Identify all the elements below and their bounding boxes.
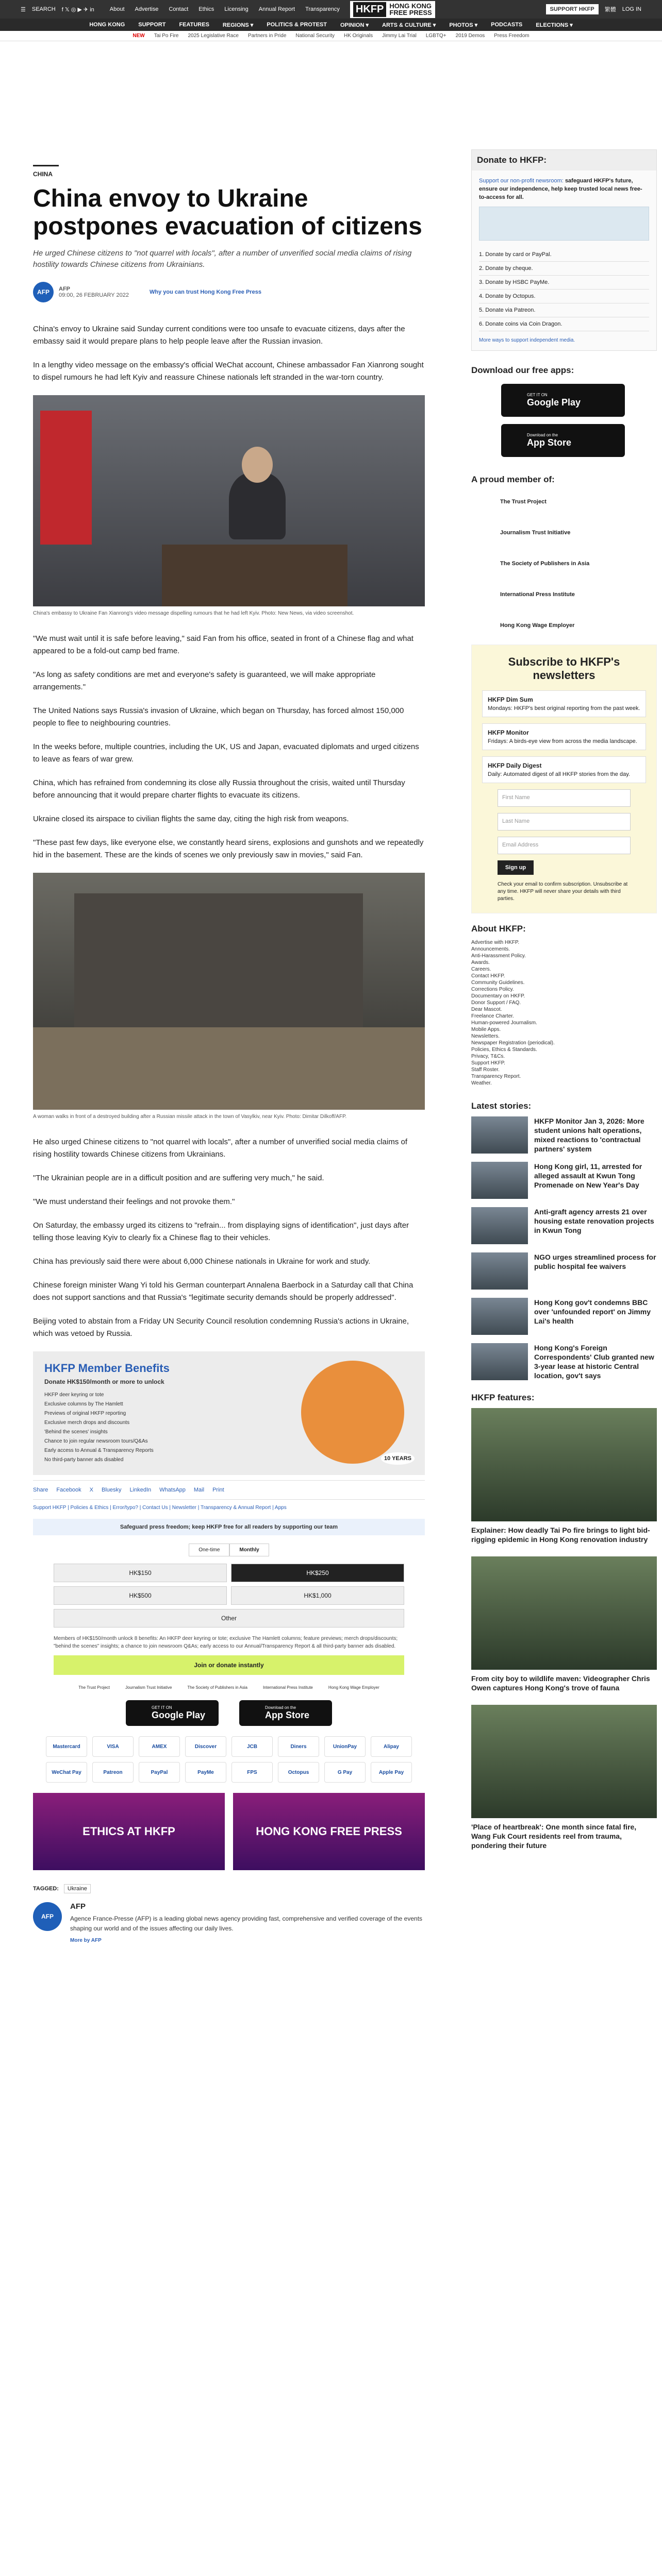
nav-item[interactable]: FEATURES xyxy=(179,22,209,28)
story-thumbnail[interactable] xyxy=(471,1298,528,1335)
trending-item[interactable]: Press Freedom xyxy=(494,33,529,39)
ten-years-badge: 10 YEARS xyxy=(381,1452,415,1465)
top-link[interactable]: Licensing xyxy=(224,6,249,12)
last-name-field[interactable]: Last Name xyxy=(498,813,631,831)
signup-button[interactable]: Sign up xyxy=(498,860,534,875)
newsletter-name: HKFP Dim Sum xyxy=(488,696,533,703)
trending-item[interactable]: Tai Po Fire xyxy=(154,33,179,39)
nav-item[interactable]: ARTS & CULTURE ▾ xyxy=(382,22,436,28)
newsletter-name: HKFP Daily Digest xyxy=(488,762,542,769)
author-bio: Agence France-Presse (AFP) is a leading global news agency providing fast, comprehensive and verified coverage of the events shaping our world and of the issues affecting our daily lives. xyxy=(70,1915,423,1932)
latest-story-title[interactable]: Hong Kong's Foreign Correspondents' Club granted new 3-year lease at historic Central location, gov't says xyxy=(534,1344,654,1380)
menu-icon[interactable]: ☰ xyxy=(21,6,26,13)
payment-logo: Discover xyxy=(185,1736,226,1757)
search-link[interactable]: SEARCH xyxy=(31,6,56,12)
payment-logo: Octopus xyxy=(278,1762,319,1783)
deer-mascot xyxy=(301,1361,404,1464)
member-note: Members of HK$150/month unlock 8 benefits: An HKFP deer keyring or tote; exclusive The Hamlett columns; feature previews; merch drops/discounts; "behind the scenes" insights; a chance to join newsroom Q&As; early access to our Annual/Transparency Report & all third-party banner ads disabled. xyxy=(54,1636,398,1649)
join-button[interactable]: Join or donate instantly xyxy=(54,1655,404,1675)
about-link[interactable]: Awards. xyxy=(471,960,490,965)
sidebar-member-logo: International Press Institute xyxy=(500,591,575,598)
newsletter-option[interactable] xyxy=(482,723,646,750)
photo-caption: China's embassy to Ukraine Fan Xianrong's video message dispelling rumours that he had left Kyiv. Photo: New News, via video screenshot. xyxy=(33,611,354,616)
author-name[interactable]: AFP xyxy=(59,286,70,292)
latest-story[interactable] xyxy=(471,1116,657,1154)
top-link[interactable]: About xyxy=(109,6,125,12)
story-thumbnail[interactable] xyxy=(471,1162,528,1199)
tags xyxy=(33,1886,425,1892)
about-link[interactable]: Anti-Harassment Policy. xyxy=(471,953,526,959)
about-link[interactable]: Policies, Ethics & Standards. xyxy=(471,1047,537,1053)
about-link[interactable]: Announcements. xyxy=(471,946,510,952)
top-link[interactable]: Advertise xyxy=(135,6,159,12)
membership-title: HKFP Member Benefits xyxy=(44,1362,170,1375)
paragraph: "The Ukrainian people are in a difficult position and are suffering very much," he said. xyxy=(33,1174,324,1182)
paragraph: "We must understand their feelings and not provoke them." xyxy=(33,1197,235,1206)
article-photo-destroyed-building xyxy=(33,873,425,1110)
new-badge: NEW xyxy=(133,33,145,39)
first-name-field[interactable]: First Name xyxy=(498,789,631,807)
nav-item[interactable]: PHOTOS ▾ xyxy=(449,22,478,28)
article xyxy=(33,165,425,1943)
top-link[interactable]: Annual Report xyxy=(258,6,295,12)
login-link[interactable]: LOG IN xyxy=(622,6,641,12)
feature-title[interactable]: 'Place of heartbreak': One month since fatal fire, Wang Fuk Court residents reel from trauma, pondering their future xyxy=(471,1823,637,1850)
nav-item[interactable]: POLITICS & PROTEST xyxy=(267,22,327,28)
category-label[interactable]: CHINA xyxy=(33,165,59,178)
newsletter-note: Check your email to confirm subscription. Unsubscribe at any time. HKFP will never share your details with third parties. xyxy=(498,882,628,902)
site-logo[interactable] xyxy=(350,1,435,18)
share-link[interactable]: Bluesky xyxy=(102,1487,122,1493)
amount-grid xyxy=(33,1564,425,1605)
latest-story-title[interactable]: HKFP Monitor Jan 3, 2026: More student unions halt operations, mixed reactions to 'contractual partners' system xyxy=(534,1117,644,1153)
top-links xyxy=(110,6,340,12)
paragraph: China, which has refrained from condemning its close ally Russia throughout the crisis, waited until Thursday before announcing that it would prepare charter flights to evacuate its citizens. xyxy=(33,778,405,800)
latest-story[interactable] xyxy=(471,1252,657,1290)
payment-logo: VISA xyxy=(92,1736,134,1757)
payment-methods xyxy=(33,1736,425,1783)
payment-logo: Diners xyxy=(278,1736,319,1757)
membership-banner[interactable] xyxy=(33,1351,425,1475)
benefit-item: Early access to Annual & Transparency Reports xyxy=(44,1448,154,1453)
story-thumbnail[interactable] xyxy=(471,1343,528,1380)
logo-mark: HKFP xyxy=(353,2,386,17)
trending-bar xyxy=(0,31,662,41)
nav-item[interactable]: ELECTIONS ▾ xyxy=(536,22,573,28)
newsletter-title: Subscribe to HKFP's newsletters xyxy=(508,655,620,682)
paragraph: The United Nations says Russia's invasion of Ukraine, which began on Thursday, has forced almost 150,000 people to flee to neighbouring countries. xyxy=(33,706,404,727)
amount-option[interactable]: HK$500 xyxy=(54,1586,227,1605)
latest-story-title[interactable]: NGO urges streamlined process for public hospital fee waivers xyxy=(534,1253,656,1270)
tagged-label: TAGGED: xyxy=(33,1886,59,1892)
payment-logo: FPS xyxy=(231,1762,273,1783)
latest-story[interactable] xyxy=(471,1162,657,1199)
about-link[interactable]: Support HKFP. xyxy=(471,1060,505,1066)
sidebar xyxy=(471,149,657,1943)
donate-intro-link[interactable]: Support our non-profit newsroom: xyxy=(479,178,564,184)
donate-banner-image[interactable] xyxy=(479,207,649,241)
about-link[interactable]: Documentary on HKFP. xyxy=(471,993,525,999)
benefit-item: Chance to join regular newsroom tours/Q&As xyxy=(44,1438,148,1444)
paragraph: In the weeks before, multiple countries, including the UK, US and Japan, evacuated diplomats and urged citizens to leave as fears of war grew. xyxy=(33,742,419,764)
membership-subtitle: Donate HK$150/month or more to unlock xyxy=(44,1378,164,1385)
newsletter-box xyxy=(471,645,657,913)
about-link[interactable]: Weather. xyxy=(471,1080,492,1086)
benefit-item: No third-party banner ads disabled xyxy=(44,1457,124,1463)
member-logos xyxy=(33,1685,425,1690)
trending-item[interactable]: Partners in Pride xyxy=(247,33,287,39)
other-amount[interactable]: Other xyxy=(54,1609,404,1628)
benefit-item: HKFP deer keyring or tote xyxy=(44,1392,104,1398)
sidebar-member-logo: Hong Kong Wage Employer xyxy=(500,622,575,629)
sidebar-app-store[interactable]: Download on the App Store xyxy=(501,424,625,457)
share-bar xyxy=(33,1480,425,1500)
top-bar xyxy=(0,0,662,19)
latest-story-title[interactable]: Anti-graft agency arrests 21 over housing estate renovation projects in Kwun Tong xyxy=(534,1208,654,1234)
latest-story-title[interactable]: Hong Kong girl, 11, arrested for alleged assault at Kwun Tong Promenade on New Year's Day xyxy=(534,1162,642,1189)
nav-item[interactable]: PODCASTS xyxy=(491,22,523,28)
sidebar-google-play[interactable]: GET IT ON Google Play xyxy=(501,384,625,417)
frequency-toggle xyxy=(33,1544,425,1556)
payment-logo: G Pay xyxy=(324,1762,366,1783)
benefit-item: Exclusive merch drops and discounts xyxy=(44,1420,130,1426)
donate-option[interactable]: 6. Donate coins via Coin Dragon. xyxy=(479,317,649,331)
about-link[interactable]: Corrections Policy. xyxy=(471,987,514,992)
article-photo-ambassador xyxy=(33,395,425,606)
member-logo: Hong Kong Wage Employer xyxy=(328,1685,379,1690)
app-store-button[interactable]: Download on the App Store xyxy=(239,1700,332,1726)
share-link[interactable]: Share xyxy=(33,1487,48,1493)
payment-logo: AMEX xyxy=(139,1736,180,1757)
about-link[interactable]: Dear Mascot. xyxy=(471,1007,502,1012)
about-link[interactable]: Staff Roster. xyxy=(471,1067,500,1073)
share-link[interactable]: Facebook xyxy=(56,1487,81,1493)
donate-option[interactable]: 2. Donate by cheque. xyxy=(479,262,649,276)
about-link[interactable]: Community Guidelines. xyxy=(471,980,525,986)
top-link[interactable]: Transparency xyxy=(305,6,340,12)
feature-title[interactable]: Explainer: How deadly Tai Po fire brings to light bid-rigging epidemic in Hong Kong renovation industry xyxy=(471,1526,650,1544)
trending-item[interactable]: LGBTQ+ xyxy=(425,33,446,39)
about-link[interactable]: Newsletters. xyxy=(471,1033,500,1039)
trending-item[interactable]: 2025 Legislative Race xyxy=(188,33,239,39)
one-time-toggle[interactable]: One-time xyxy=(189,1544,229,1556)
donate-option[interactable]: 4. Donate by Octopus. xyxy=(479,290,649,303)
about-link[interactable]: Human-powered Journalism. xyxy=(471,1020,537,1026)
newsletter-desc: Fridays: A birds-eye view from across the media landscape. xyxy=(488,738,637,744)
paragraph: China's envoy to Ukraine said Sunday current conditions were too unsafe to evacuate citizens, days after the embassy said it would prepare plans to help people leave after the Russian invasion. xyxy=(33,325,405,346)
about-link[interactable]: Careers. xyxy=(471,967,491,972)
top-link[interactable]: Ethics xyxy=(198,6,214,12)
donate-option[interactable]: 1. Donate by card or PayPal. xyxy=(479,248,649,262)
amount-option[interactable]: HK$150 xyxy=(54,1564,227,1582)
member-logo: The Society of Publishers in Asia xyxy=(187,1685,247,1690)
author-avatar[interactable]: AFP xyxy=(33,282,54,302)
email-field[interactable]: Email Address xyxy=(498,837,631,854)
photo-caption: A woman walks in front of a destroyed building after a Russian missile attack in the town of Vasylkiv, near Kyiv. Photo: Dimitar Dilkoff/AFP. xyxy=(33,1114,347,1120)
about-link[interactable]: Contact HKFP. xyxy=(471,973,505,979)
sidebar-member-logo: The Trust Project xyxy=(500,499,547,505)
feature-image[interactable] xyxy=(471,1705,657,1818)
donate-title: Donate to HKFP: xyxy=(472,150,656,171)
about-link[interactable]: Freelance Charter. xyxy=(471,1013,514,1019)
sidebar-member-logo: Journalism Trust Initiative xyxy=(500,530,571,536)
hkfp-promo[interactable]: HONG KONG FREE PRESS xyxy=(233,1793,425,1870)
trending-item[interactable]: Jimmy Lai Trial xyxy=(382,33,417,39)
paragraph: On Saturday, the embassy urged its citizens to "refrain... from displaying signs of identification", just days after telling those leaving Kyiv to clearly fix a Chinese flag to their vehicles. xyxy=(33,1221,409,1242)
benefit-item: Exclusive columns by The Hamlett xyxy=(44,1401,123,1407)
about-link[interactable]: Mobile Apps. xyxy=(471,1027,501,1032)
paragraph: "These past few days, like everyone else, we constantly heard sirens, explosions and gunshots and we repeatedly hid in the basement. These are the kinds of scenes we only previously saw in movies," said Fan. xyxy=(33,838,424,859)
nav-item[interactable]: OPINION ▾ xyxy=(340,22,369,28)
latest-title: Latest stories: xyxy=(471,1101,532,1111)
publish-date: 09:00, 26 FEBRUARY 2022 xyxy=(59,292,129,298)
paragraph: China has previously said there were about 6,000 Chinese nationals in Ukraine for work and study. xyxy=(33,1257,371,1266)
author-box-avatar[interactable]: AFP xyxy=(33,1902,62,1931)
nav-item[interactable]: REGIONS ▾ xyxy=(222,22,254,28)
logo-line2: FREE PRESS xyxy=(389,9,432,16)
payment-logo: PayPal xyxy=(139,1762,180,1783)
payment-logo: WeChat Pay xyxy=(46,1762,87,1783)
donate-option[interactable]: 5. Donate via Patreon. xyxy=(479,303,649,317)
app-stores xyxy=(33,1700,425,1726)
newsletter-option[interactable] xyxy=(482,690,646,717)
more-by-author[interactable]: More by AFP xyxy=(70,1938,102,1943)
about-title: About HKFP: xyxy=(471,924,526,934)
footer-links[interactable]: Support HKFP | Policies & Ethics | Error/typo? | Contact Us | Newsletter | Transparency & Annual Report | Apps xyxy=(33,1505,287,1511)
support-button[interactable]: SUPPORT HKFP xyxy=(546,4,599,14)
about-link[interactable]: Donor Support / FAQ. xyxy=(471,1000,521,1006)
latest-story[interactable] xyxy=(471,1343,657,1380)
member-logo: Journalism Trust Initiative xyxy=(125,1685,172,1690)
social-icons[interactable]: f 𝕏 ◎ ▶ ✈ in xyxy=(61,6,94,13)
latest-story[interactable] xyxy=(471,1207,657,1244)
story-thumbnail[interactable] xyxy=(471,1207,528,1244)
share-link[interactable]: WhatsApp xyxy=(159,1487,186,1493)
byline xyxy=(33,282,425,302)
about-link[interactable]: Advertise with HKFP. xyxy=(471,940,520,945)
article-subtitle: He urged Chinese citizens to "not quarrel with locals", after a number of unverified social media claims of rising hostility towards Chinese citizens from Ukrainians. xyxy=(33,249,412,269)
author-box xyxy=(33,1902,425,1943)
sidebar-member-logo: The Society of Publishers in Asia xyxy=(500,561,590,567)
payment-logo: JCB xyxy=(231,1736,273,1757)
safeguard-banner: Safeguard press freedom; keep HKFP free for all readers by supporting our team xyxy=(33,1519,425,1535)
article-title: China envoy to Ukraine postpones evacuation of citizens xyxy=(33,185,422,240)
paragraph: "We must wait until it is safe before leaving," said Fan from his office, seated in front of a Chinese flag and what appeared to be a fold-out camp bed frame. xyxy=(33,634,413,655)
more-ways-link[interactable]: More ways to support independent media. xyxy=(479,337,575,343)
member-logo: International Press Institute xyxy=(262,1685,313,1690)
member-logo: The Trust Project xyxy=(78,1685,110,1690)
donate-option[interactable]: 3. Donate by HSBC PayMe. xyxy=(479,276,649,290)
top-link[interactable]: Contact xyxy=(169,6,189,12)
google-play-button[interactable]: GET IT ON Google Play xyxy=(126,1700,219,1726)
amount-option[interactable]: HK$1,000 xyxy=(231,1586,404,1605)
payment-logo: Alipay xyxy=(371,1736,412,1757)
lang-switch[interactable]: 繁體 xyxy=(604,7,616,13)
story-thumbnail[interactable] xyxy=(471,1252,528,1290)
trending-item[interactable]: 2019 Demos xyxy=(455,33,485,39)
latest-story[interactable] xyxy=(471,1298,657,1335)
paragraph: Chinese foreign minister Wang Yi told his German counterpart Annalena Baerbock in a Saturday call that China does not support sanctions and that Russia's "legitimate security demands should be properly addressed". xyxy=(33,1281,413,1302)
promo-banners xyxy=(33,1793,425,1870)
author-box-name[interactable]: AFP xyxy=(70,1902,86,1911)
apps-title: Download our free apps: xyxy=(471,365,574,375)
trending-item[interactable]: HK Originals xyxy=(343,33,373,39)
features-title: HKFP features: xyxy=(471,1393,535,1402)
about-link[interactable]: Transparency Report. xyxy=(471,1074,521,1079)
paragraph: "As long as safety conditions are met and everyone's safety is guaranteed, we will make appropriate arrangements." xyxy=(33,670,376,691)
benefit-item: Previews of original HKFP reporting xyxy=(44,1411,126,1416)
paragraph: Ukraine closed its airspace to civilian flights the same day, citing the high risk from weapons. xyxy=(33,815,349,823)
latest-story-title[interactable]: Hong Kong gov't condemns BBC over 'unfounded report' on Jimmy Lai's health xyxy=(534,1298,651,1325)
story-thumbnail[interactable] xyxy=(471,1116,528,1154)
share-link[interactable]: Mail xyxy=(193,1487,205,1493)
trending-item[interactable]: National Security xyxy=(295,33,335,39)
nav-item[interactable]: SUPPORT xyxy=(138,22,166,28)
share-link[interactable]: LinkedIn xyxy=(129,1487,152,1493)
benefit-item: 'Behind the scenes' insights xyxy=(44,1429,108,1435)
newsletter-option[interactable] xyxy=(482,756,646,783)
newsletter-desc: Daily: Automated digest of all HKFP stories from the day. xyxy=(488,771,630,777)
tag-ukraine[interactable]: Ukraine xyxy=(64,1884,91,1893)
payment-logo: Apple Pay xyxy=(371,1762,412,1783)
payment-logo: UnionPay xyxy=(324,1736,366,1757)
about-link[interactable]: Privacy, T&Cs. xyxy=(471,1054,505,1059)
trust-link[interactable]: Why you can trust Hong Kong Free Press xyxy=(149,289,261,295)
member-title: A proud member of: xyxy=(471,474,555,484)
donate-intro-text: safeguard HKFP's future, ensure our independence, help keep trusted local news free-to-access for all. xyxy=(479,178,642,200)
payment-logo: Patreon xyxy=(92,1762,134,1783)
about-link[interactable]: Newspaper Registration (periodical). xyxy=(471,1040,555,1046)
share-link[interactable]: X xyxy=(89,1487,94,1493)
newsletter-desc: Mondays: HKFP's best original reporting from the past week. xyxy=(488,705,640,711)
newsletter-name: HKFP Monitor xyxy=(488,729,529,736)
logo-line1: HONG KONG xyxy=(389,2,432,10)
amount-option[interactable]: HK$250 xyxy=(231,1564,404,1582)
donate-box xyxy=(471,149,657,351)
payment-logo: PayMe xyxy=(185,1762,226,1783)
payment-logo: Mastercard xyxy=(46,1736,87,1757)
feature-image[interactable] xyxy=(471,1408,657,1521)
feature-image[interactable] xyxy=(471,1556,657,1670)
ethics-promo[interactable]: ETHICS AT HKFP xyxy=(33,1793,225,1870)
share-link[interactable]: Print xyxy=(212,1487,224,1493)
paragraph: He also urged Chinese citizens to "not quarrel with locals", after a number of unverified social media claims of rising hostility towards Chinese citizens from Ukrainians. xyxy=(33,1138,407,1159)
main-nav xyxy=(0,19,662,31)
paragraph: In a lengthy video message on the embassy's official WeChat account, Chinese ambassador Fan Xianrong sought to dispel rumours he had left Kyiv and reassure Chinese nationals left stranded in the war-torn country. xyxy=(33,361,424,382)
nav-item[interactable]: HONG KONG xyxy=(89,22,125,28)
feature-title[interactable]: From city boy to wildlife maven: Videographer Chris Owen captures Hong Kong's trove of fauna xyxy=(471,1674,650,1692)
monthly-toggle[interactable]: Monthly xyxy=(229,1544,269,1556)
paragraph: Beijing voted to abstain from a Friday UN Security Council resolution condemning Russia's actions in Ukraine, which was vetoed by Russia. xyxy=(33,1317,409,1338)
